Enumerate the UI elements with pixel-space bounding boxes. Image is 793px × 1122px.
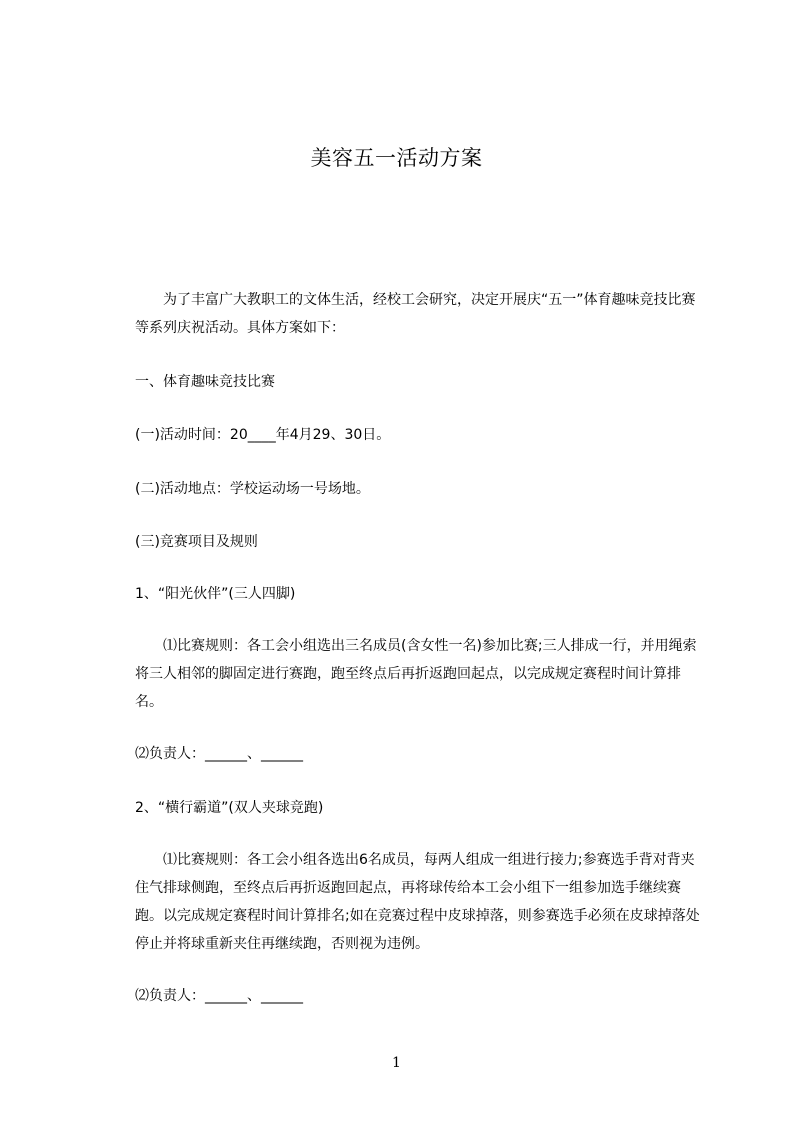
event-2-responsible: ⑵负责人：______、______ xyxy=(135,988,303,1004)
document-title: 美容五一活动方案 xyxy=(310,146,483,170)
competition-items-heading: (三)竞赛项目及规则 xyxy=(135,534,258,550)
activity-time: (一)活动时间：20____年4月29、30日。 xyxy=(135,427,391,443)
event-1-responsible: ⑵负责人：______、______ xyxy=(135,746,303,762)
activity-location: (二)活动地点：学校运动场一号场地。 xyxy=(135,481,370,497)
event-1-rules: ⑴比赛规则：各工会小组选出三名成员(含女性一名)参加比赛;三人排成一行，并用绳索将三人相邻的脚固定进行赛跑，跑至终点后再折返跑回起点，以完成规定赛程时间计算排名。 xyxy=(135,638,697,710)
page-number: 1 xyxy=(392,1055,401,1071)
intro-paragraph: 为了丰富广大教职工的文体生活，经校工会研究，决定开展庆“五一”体育趣味竞技比赛等系列庆祝活动。具体方案如下： xyxy=(135,292,696,336)
event-2-rules: ⑴比赛规则：各工会小组各选出6名成员，每两人组成一组进行接力;参赛选手背对背夹住气排球侧跑，至终点后再折返跑回起点，再将球传给本工会小组下一组参加选手继续赛跑。以完成规定赛程时间计算排名;如在竞赛过程中皮球掉落，则参赛选手必须在皮球掉落处停止并将球重新夹住再继续跑，否则视为违例。 xyxy=(135,852,700,952)
event-2-heading: 2、“横行霸道”(双人夹球竞跑) xyxy=(135,800,324,816)
section-heading-sports: 一、体育趣味竞技比赛 xyxy=(135,374,275,390)
event-1-heading: 1、“阳光伙伴”(三人四脚) xyxy=(135,586,296,602)
